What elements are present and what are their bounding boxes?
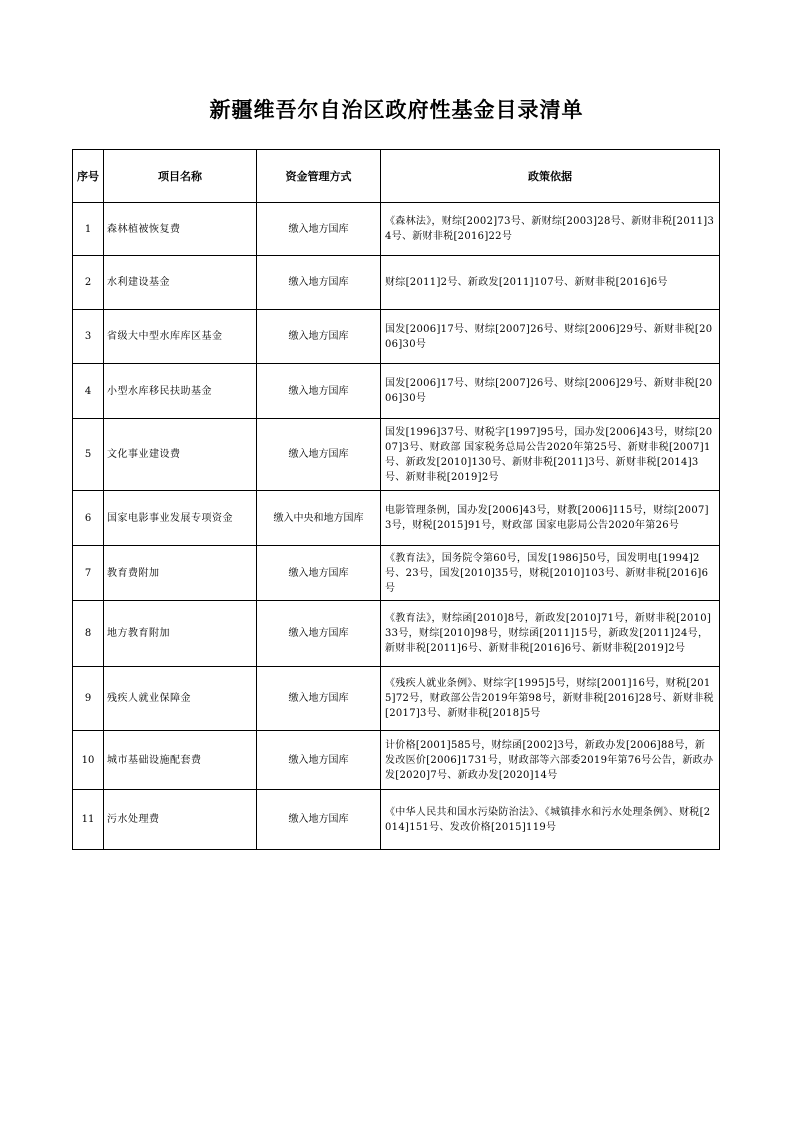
- row-number: 4: [73, 364, 104, 419]
- row-number: 9: [73, 667, 104, 731]
- row-number: 6: [73, 491, 104, 546]
- policy-basis: 国发[1996]37号、财税字[1997]95号，国办发[2006]43号，财综[2007]3号、财政部 国家税务总局公告2020年第25号、新财非税[2007]1号、新政发[2010]130号、新财非税[2011]3号、新财非税[2014]3号、新财非税[2019]2号: [381, 419, 720, 491]
- row-number: 2: [73, 256, 104, 310]
- management-method: 缴入地方国库: [257, 310, 381, 364]
- item-name: 省级大中型水库库区基金: [104, 310, 257, 364]
- item-name: 城市基础设施配套费: [104, 731, 257, 790]
- management-method: 缴入中央和地方国库: [257, 491, 381, 546]
- item-name: 污水处理费: [104, 790, 257, 850]
- item-name: 小型水库移民扶助基金: [104, 364, 257, 419]
- item-name: 森林植被恢复费: [104, 203, 257, 256]
- table-row: [73, 364, 720, 419]
- policy-basis: 电影管理条例，国办发[2006]43号，财教[2006]115号，财综[2007]3号，财税[2015]91号，财政部 国家电影局公告2020年第26号: [381, 491, 720, 546]
- table-row: [73, 310, 720, 364]
- header-mgmt: 资金管理方式: [257, 150, 381, 203]
- management-method: 缴入地方国库: [257, 546, 381, 601]
- policy-basis: 《森林法》，财综[2002]73号、新财综[2003]28号、新财非税[2011]34号、新财非税[2016]22号: [381, 203, 720, 256]
- management-method: 缴入地方国库: [257, 731, 381, 790]
- row-number: 8: [73, 601, 104, 667]
- table-row: [73, 203, 720, 256]
- management-method: 缴入地方国库: [257, 203, 381, 256]
- item-name: 水利建设基金: [104, 256, 257, 310]
- policy-basis: 国发[2006]17号、财综[2007]26号、财综[2006]29号、新财非税[2006]30号: [381, 364, 720, 419]
- item-name: 国家电影事业发展专项资金: [104, 491, 257, 546]
- policy-basis: 《残疾人就业条例》、财综字[1995]5号，财综[2001]16号，财税[2015]72号，财政部公告2019年第98号，新财非税[2016]28号、新财非税[2017]3号、新财非税[2018]5号: [381, 667, 720, 731]
- table-row: [73, 731, 720, 790]
- row-number: 10: [73, 731, 104, 790]
- row-number: 11: [73, 790, 104, 850]
- table-row: [73, 667, 720, 731]
- table-row: [73, 790, 720, 850]
- management-method: 缴入地方国库: [257, 667, 381, 731]
- table-row: [73, 491, 720, 546]
- management-method: 缴入地方国库: [257, 364, 381, 419]
- row-number: 3: [73, 310, 104, 364]
- table-row: [73, 546, 720, 601]
- table-row: [73, 601, 720, 667]
- fund-catalog-table: [72, 149, 720, 850]
- header-name: 项目名称: [104, 150, 257, 203]
- header-basis: 政策依据: [381, 150, 720, 203]
- management-method: 缴入地方国库: [257, 790, 381, 850]
- row-number: 1: [73, 203, 104, 256]
- policy-basis: 《中华人民共和国水污染防治法》、《城镇排水和污水处理条例》、财税[2014]151号、发改价格[2015]119号: [381, 790, 720, 850]
- item-name: 地方教育附加: [104, 601, 257, 667]
- table-row: [73, 256, 720, 310]
- policy-basis: 国发[2006]17号、财综[2007]26号、财综[2006]29号、新财非税[2006]30号: [381, 310, 720, 364]
- item-name: 教育费附加: [104, 546, 257, 601]
- row-number: 7: [73, 546, 104, 601]
- page-title: 新疆维吾尔自治区政府性基金目录清单: [209, 98, 584, 122]
- policy-basis: 《教育法》，国务院令第60号，国发[1986]50号，国发明电[1994]2号、23号，国发[2010]35号，财税[2010]103号、新财非税[2016]6号: [381, 546, 720, 601]
- management-method: 缴入地方国库: [257, 256, 381, 310]
- management-method: 缴入地方国库: [257, 419, 381, 491]
- header-no: 序号: [73, 150, 104, 203]
- table-header-row: [73, 150, 720, 203]
- item-name: 文化事业建设费: [104, 419, 257, 491]
- policy-basis: 财综[2011]2号、新政发[2011]107号、新财非税[2016]6号: [381, 256, 720, 310]
- policy-basis: 《教育法》，财综函[2010]8号，新政发[2010]71号，新财非税[2010]33号，财综[2010]98号，财综函[2011]15号，新政发[2011]24号，新财非税[2011]6号、新财非税[2016]6号、新财非税[2019]2号: [381, 601, 720, 667]
- management-method: 缴入地方国库: [257, 601, 381, 667]
- row-number: 5: [73, 419, 104, 491]
- table-row: [73, 419, 720, 491]
- policy-basis: 计价格[2001]585号，财综函[2002]3号，新政办发[2006]88号，新发改医价[2006]1731号，财政部等六部委2019年第76号公告，新政办发[2020]7号、新政办发[2020]14号: [381, 731, 720, 790]
- item-name: 残疾人就业保障金: [104, 667, 257, 731]
